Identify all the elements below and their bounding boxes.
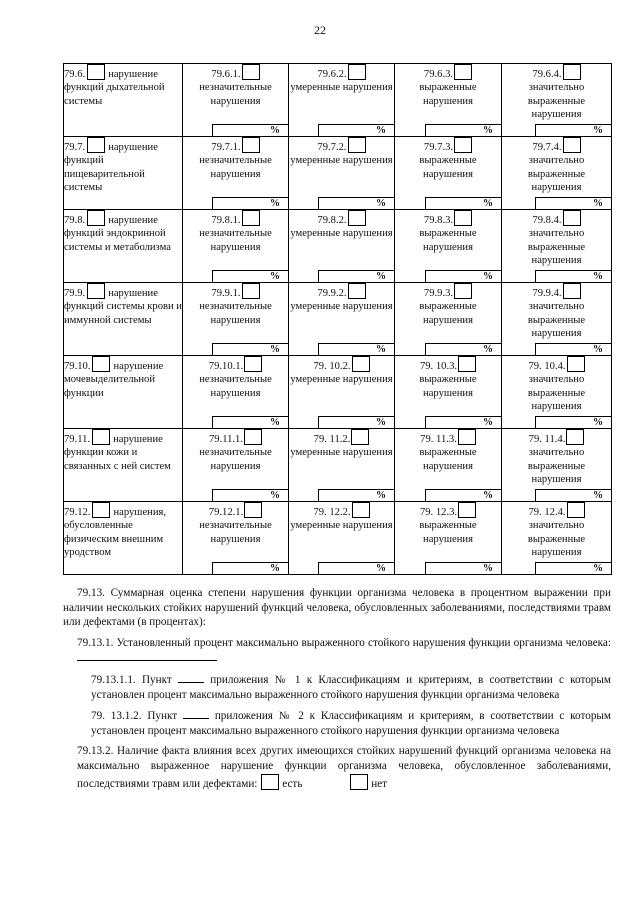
- percent-sign: %: [593, 417, 603, 428]
- percent-sign: %: [270, 125, 280, 136]
- row-code: 79.9.: [64, 288, 86, 299]
- row-code: 79.6.: [64, 69, 86, 80]
- option-desc: умеренные нарушения: [290, 155, 393, 167]
- percent-sign: %: [593, 490, 603, 501]
- table-row: [64, 502, 612, 575]
- percent-field[interactable]: [212, 562, 288, 574]
- percent-field[interactable]: [425, 562, 501, 574]
- table-row: [64, 356, 612, 429]
- percent-field[interactable]: [318, 343, 394, 355]
- option-desc: значительно выраженные нарушения: [527, 374, 586, 413]
- option-checkbox[interactable]: [242, 64, 260, 80]
- severity-option: [183, 283, 289, 356]
- option-checkbox[interactable]: [458, 502, 476, 518]
- option-code: 79. 11.2.: [313, 434, 351, 445]
- row-code: 79.8.: [64, 215, 86, 226]
- row-label: [64, 137, 183, 210]
- no-label: нет: [371, 777, 388, 790]
- percent-field[interactable]: [318, 197, 394, 209]
- row-title: нарушение функций пищеварительной системы: [64, 142, 158, 194]
- row-title: нарушение функций эндокринной системы и метаболизма: [64, 215, 171, 253]
- percent-field[interactable]: [535, 270, 611, 282]
- severity-option: [395, 283, 502, 356]
- row-checkbox[interactable]: [87, 64, 105, 80]
- percent-field[interactable]: [425, 197, 501, 209]
- appendix1-item-field[interactable]: [178, 672, 204, 683]
- percent-sign: %: [483, 344, 493, 355]
- row-label: [64, 356, 183, 429]
- option-desc: умеренные нарушения: [290, 520, 393, 532]
- percent-sign: %: [483, 198, 493, 209]
- option-checkbox[interactable]: [242, 210, 260, 226]
- percent-field[interactable]: [318, 562, 394, 574]
- percent-sign: %: [376, 490, 386, 501]
- severity-option: [289, 283, 395, 356]
- paragraph-79-13-1: 79.13.1. Установленный процент максимально выраженного стойкого нарушения функции организма человека:: [63, 636, 611, 666]
- option-desc: значительно выраженные нарушения: [527, 520, 586, 559]
- option-code: 79.7.3.: [423, 142, 454, 153]
- option-desc: значительно выраженные нарушения: [527, 447, 586, 486]
- option-checkbox[interactable]: [242, 283, 260, 299]
- row-label: [64, 502, 183, 575]
- severity-option: [395, 64, 502, 137]
- option-checkbox[interactable]: [563, 283, 581, 299]
- option-checkbox[interactable]: [244, 429, 262, 445]
- severity-option: [183, 210, 289, 283]
- percent-field[interactable]: [212, 489, 288, 501]
- option-code: 79.6.1.: [211, 69, 241, 80]
- percent-field[interactable]: [318, 270, 394, 282]
- option-desc: значительно выраженные нарушения: [527, 155, 586, 194]
- option-desc: выраженные нарушения: [419, 301, 477, 326]
- option-desc: незначительные нарушения: [199, 155, 272, 180]
- option-code: 79.8.3.: [423, 215, 454, 226]
- percent-sign: %: [593, 344, 603, 355]
- percent-field[interactable]: [425, 270, 501, 282]
- option-checkbox[interactable]: [351, 429, 369, 445]
- option-desc: значительно выраженные нарушения: [527, 301, 586, 340]
- percent-sign: %: [270, 563, 280, 574]
- option-checkbox[interactable]: [458, 429, 476, 445]
- percent-sign: %: [270, 344, 280, 355]
- severity-option: [289, 429, 395, 502]
- option-code: 79.8.2.: [317, 215, 347, 226]
- severity-option: [395, 429, 502, 502]
- severity-option: [289, 137, 395, 210]
- row-checkbox[interactable]: [92, 356, 110, 372]
- option-checkbox[interactable]: [454, 210, 472, 226]
- row-code: 79.10.: [64, 361, 91, 372]
- percent-field[interactable]: [535, 124, 611, 136]
- option-desc: незначительные нарушения: [199, 520, 272, 545]
- table-row: [64, 137, 612, 210]
- impairment-table: [63, 63, 612, 575]
- percent-sign: %: [376, 125, 386, 136]
- option-checkbox[interactable]: [242, 137, 260, 153]
- paragraph-79-13-2: 79.13.2. Наличие факта влияния всех других имеющихся стойких нарушений функций организма человека на максимально выраженное нарушение функции организма человека, обусловленное заболеваниями, последствиями травм или дефектами: есть нет: [77, 745, 611, 790]
- option-desc: выраженные нарушения: [419, 374, 477, 399]
- percent-field[interactable]: [535, 343, 611, 355]
- option-desc: выраженные нарушения: [419, 447, 477, 472]
- option-code: 79. 11.4.: [528, 434, 566, 445]
- percent-field[interactable]: [318, 489, 394, 501]
- severity-option: [502, 283, 612, 356]
- percent-sign: %: [376, 417, 386, 428]
- option-code: 79.7.4.: [532, 142, 562, 153]
- option-checkbox[interactable]: [244, 502, 262, 518]
- option-checkbox[interactable]: [348, 283, 366, 299]
- option-checkbox[interactable]: [454, 137, 472, 153]
- percent-sign: %: [376, 271, 386, 282]
- option-code: 79. 10.2.: [313, 361, 351, 372]
- option-code: 79. 12.2.: [313, 507, 351, 518]
- severity-option: [395, 356, 502, 429]
- option-desc: умеренные нарушения: [290, 82, 393, 94]
- option-code: 79.9.3.: [423, 288, 454, 299]
- option-desc: выраженные нарушения: [419, 82, 477, 107]
- option-code: 79. 10.4.: [528, 361, 566, 372]
- severity-option: [183, 502, 289, 575]
- severity-option: [289, 64, 395, 137]
- option-code: 79.12.1.: [208, 507, 244, 518]
- severity-option: [395, 137, 502, 210]
- percent-sign: %: [270, 490, 280, 501]
- option-checkbox[interactable]: [454, 64, 472, 80]
- percent-sign: %: [270, 271, 280, 282]
- option-checkbox[interactable]: [563, 210, 581, 226]
- row-title: нарушения, обусловленные физическим внешним уродством: [64, 507, 167, 559]
- option-checkbox[interactable]: [454, 283, 472, 299]
- appendix2-item-field[interactable]: [183, 708, 209, 719]
- option-desc: незначительные нарушения: [199, 447, 272, 472]
- percent-field[interactable]: [212, 416, 288, 428]
- severity-option: [289, 502, 395, 575]
- row-label: [64, 210, 183, 283]
- percent-sign: %: [483, 125, 493, 136]
- row-label: [64, 429, 183, 502]
- percent-field[interactable]: [212, 343, 288, 355]
- option-checkbox[interactable]: [567, 356, 585, 372]
- severity-option: [183, 429, 289, 502]
- severity-option: [502, 64, 612, 137]
- percent-sign: %: [483, 417, 493, 428]
- percent-sign: %: [593, 125, 603, 136]
- percent-sign: %: [593, 271, 603, 282]
- paragraph-79-13: 79.13. Суммарная оценка степени нарушения функции организма человека в процентном выражении при наличии нескольких стойких нарушений функций человека, обусловленных заболеваниями, последствиями травм или дефектами (в процентах):: [63, 587, 611, 629]
- option-desc: значительно выраженные нарушения: [527, 82, 586, 121]
- percent-sign: %: [270, 417, 280, 428]
- severity-option: [502, 502, 612, 575]
- option-code: 79.8.4.: [532, 215, 562, 226]
- row-code: 79.11.: [64, 434, 91, 445]
- table-row: [64, 64, 612, 137]
- percent-sign: %: [593, 563, 603, 574]
- option-code: 79.11.1.: [208, 434, 244, 445]
- option-desc: выраженные нарушения: [419, 228, 477, 253]
- table-row: [64, 210, 612, 283]
- option-code: 79. 11.3.: [420, 434, 457, 445]
- option-checkbox[interactable]: [566, 429, 584, 445]
- option-desc: выраженные нарушения: [419, 155, 477, 180]
- option-desc: умеренные нарушения: [290, 447, 393, 459]
- percent-sign: %: [270, 198, 280, 209]
- percent-sign: %: [483, 271, 493, 282]
- option-desc: незначительные нарушения: [199, 374, 272, 399]
- percent-sign: %: [483, 563, 493, 574]
- percent-field[interactable]: [318, 124, 394, 136]
- option-code: 79. 12.3.: [419, 507, 458, 518]
- option-checkbox[interactable]: [352, 356, 370, 372]
- option-checkbox[interactable]: [348, 64, 366, 80]
- option-code: 79.7.2.: [317, 142, 347, 153]
- percent-sign: %: [376, 198, 386, 209]
- severity-option: [183, 137, 289, 210]
- percent-field[interactable]: [425, 416, 501, 428]
- page-number: 22: [314, 23, 326, 37]
- row-checkbox[interactable]: [87, 137, 105, 153]
- row-checkbox[interactable]: [87, 210, 105, 226]
- option-checkbox[interactable]: [244, 356, 262, 372]
- option-code: 79.8.1.: [211, 215, 241, 226]
- paragraph-79-13-1-1: 79.13.1.1. Пункт приложения № 1 к Классификациям и критериям, в соответствии с которым установлен процент максимально выраженного стойкого нарушения функции организма человека: [91, 673, 612, 701]
- severity-option: [183, 64, 289, 137]
- percent-field[interactable]: [535, 489, 611, 501]
- option-desc: умеренные нарушения: [290, 301, 393, 313]
- percent-field[interactable]: [425, 489, 501, 501]
- option-checkbox[interactable]: [567, 502, 585, 518]
- severity-option: [502, 356, 612, 429]
- severity-option: [289, 210, 395, 283]
- option-code: 79.9.1.: [211, 288, 241, 299]
- severity-option: [395, 210, 502, 283]
- row-checkbox[interactable]: [92, 429, 110, 445]
- row-title: нарушение функций дыхательной системы: [64, 69, 165, 107]
- percent-field[interactable]: [535, 416, 611, 428]
- percent-field[interactable]: [535, 197, 611, 209]
- severity-option: [183, 356, 289, 429]
- row-title: нарушение функции кожи и связанных с ней систем: [64, 434, 171, 472]
- option-code: 79.9.2.: [317, 288, 347, 299]
- no-checkbox[interactable]: [350, 774, 368, 790]
- table-row: [64, 283, 612, 356]
- option-code: 79.6.3.: [423, 69, 454, 80]
- option-checkbox[interactable]: [348, 210, 366, 226]
- option-desc: значительно выраженные нарушения: [527, 228, 586, 267]
- severity-option: [502, 429, 612, 502]
- option-desc: выраженные нарушения: [419, 520, 477, 545]
- row-code: 79.7.: [64, 142, 86, 153]
- row-title: нарушение функций системы крови и иммунной системы: [64, 288, 182, 326]
- percent-sign: %: [483, 490, 493, 501]
- row-checkbox[interactable]: [87, 283, 105, 299]
- percent-sign: %: [593, 198, 603, 209]
- summary-section: [63, 586, 611, 791]
- row-checkbox[interactable]: [92, 502, 110, 518]
- table-row: [64, 429, 612, 502]
- max-percent-field[interactable]: [77, 650, 217, 661]
- option-code: 79. 10.3.: [419, 361, 458, 372]
- option-desc: незначительные нарушения: [199, 82, 272, 107]
- row-label: [64, 283, 183, 356]
- option-code: 79.9.4.: [532, 288, 562, 299]
- row-title: нарушение мочевыделительной функции: [64, 361, 164, 399]
- option-checkbox[interactable]: [458, 356, 476, 372]
- severity-option: [502, 210, 612, 283]
- option-desc: умеренные нарушения: [290, 228, 393, 240]
- option-code: 79.6.4.: [532, 69, 562, 80]
- option-desc: незначительные нарушения: [199, 301, 272, 326]
- yes-label: есть: [282, 777, 303, 790]
- percent-field[interactable]: [425, 343, 501, 355]
- row-label: [64, 64, 183, 137]
- percent-field[interactable]: [212, 197, 288, 209]
- percent-sign: %: [376, 563, 386, 574]
- percent-field[interactable]: [535, 562, 611, 574]
- option-checkbox[interactable]: [563, 137, 581, 153]
- paragraph-79-13-1-2: 79. 13.1.2. Пункт приложения № 2 к Классификациям и критериям, в соответствии с которым установлен процент максимально выраженного стойкого нарушения функции организма человека: [91, 710, 612, 737]
- option-code: 79.6.2.: [317, 69, 347, 80]
- option-checkbox[interactable]: [563, 64, 581, 80]
- option-code: 79.7.1.: [211, 142, 241, 153]
- yes-checkbox[interactable]: [261, 774, 279, 790]
- row-code: 79.12.: [64, 507, 91, 518]
- option-code: 79.10.1.: [208, 361, 244, 372]
- percent-sign: %: [376, 344, 386, 355]
- percent-field[interactable]: [318, 416, 394, 428]
- option-checkbox[interactable]: [352, 502, 370, 518]
- percent-field[interactable]: [425, 124, 501, 136]
- option-desc: умеренные нарушения: [290, 374, 393, 386]
- severity-option: [395, 502, 502, 575]
- option-code: 79. 12.4.: [528, 507, 566, 518]
- severity-option: [502, 137, 612, 210]
- option-desc: незначительные нарушения: [199, 228, 272, 253]
- percent-field[interactable]: [212, 270, 288, 282]
- severity-option: [289, 356, 395, 429]
- percent-field[interactable]: [212, 124, 288, 136]
- option-checkbox[interactable]: [348, 137, 366, 153]
